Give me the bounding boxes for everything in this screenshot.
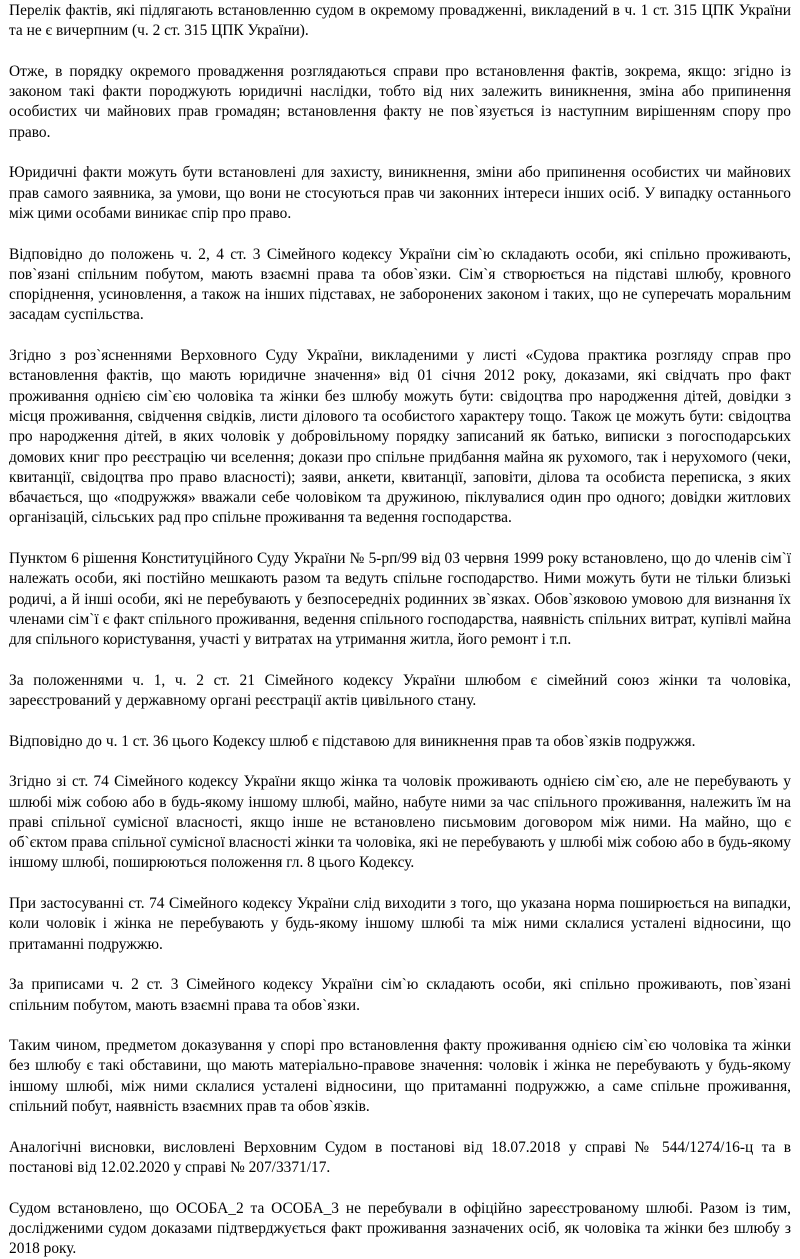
paragraph-court-established: Судом встановлено, що ОСОБА_2 та ОСОБА_3 не перебували в офіційно зареєстрованому шлюбі. Разом із тим, дослідженими судом доказами підтверджується факт проживання зазначених осіб, як чоловіка та жінки без шлюбу з 2018 року.	[9, 1199, 791, 1258]
paragraph-family-code-art-36: Відповідно до ч. 1 ст. 36 цього Кодексу шлюб є підставою для виникнення прав та обов`язків подружжя.	[9, 732, 696, 750]
paragraph-list-of-facts: Перелік фактів, які підлягають встановленню судом в окремому провадженні, викладений в ч. 1 ст. 315 ЦПК України та не є вичерпним (ч. 2 ст. 315 ЦПК України).	[9, 2, 791, 40]
paragraph-family-code-art-74: Згідно зі ст. 74 Сімейного кодексу України якщо жінка та чоловік проживають однією сім`єю, але не перебувають у шлюбі між собою або в будь-якому іншому шлюбі, майно, набуте ними за час спільного проживання, належить їм на праві спільної сумісної власності, якщо інше не встановлено письмовим договором між ними. На майно, що є об`єктом права спільної сумісної власності жінки та чоловіка, які не перебувають у шлюбі між собою або в будь-якому іншому шлюбі, поширюються положення гл. 8 цього Кодексу.	[9, 773, 791, 872]
paragraph-family-code-art-3: Відповідно до положень ч. 2, 4 ст. 3 Сімейного кодексу України сім`ю складають особи, які спільно проживають, пов`язані спільним побутом, мають взаємні права та обов`язки. Сім`я створюється на підставі шлюбу, кровного споріднення, усиновлення, а також на інших підставах, не заборонених законом і таких, що не суперечать моральним засадам суспільства.	[9, 245, 791, 324]
paragraph-legal-facts: Юридичні факти можуть бути встановлені для захисту, виникнення, зміни або припинення особистих чи майнових прав самого заявника, за умови, що вони не стосуються прав чи законних інтереси інших осіб. У випадку останнього між цими особами виникає спір про право.	[9, 164, 791, 222]
paragraph-subject-of-proof: Таким чином, предметом доказування у спорі про встановлення факту проживання однією сім`єю чоловіка та жінки без шлюбу є такі обставини, що мають матеріально-правове значення: чоловік і жінка не перебувають у будь-якому іншому шлюбі, між ними склалися усталені відносини, що притаманні подружжю, а саме спільне проживання, спільний побут, наявність взаємних прав та обов`язків.	[9, 1037, 791, 1116]
paragraph-supreme-court-clarifications: Згідно з роз`ясненнями Верховного Суду України, викладеними у листі «Судова практика розгляду справ про встановлення фактів, що мають юридичне значення» від 01 січня 2012 року, доказами, які свідчать про факт проживання однією сім`єю чоловіка та жінки без шлюбу можуть бути: свідоцтва про народження дітей, довідки з місця проживання, свідчення свідків, листи ділового та особистого характеру тощо. Також це можуть бути: свідоцтва про народження дітей, в яких чоловік у добровільному порядку записаний як батько, виписки з погосподарських домових книг про реєстрацію чи вселення; докази про спільне придбання майна як рухомого, так і нерухомого (чеки, квитанції, свідоцтва про право власності); заяви, анкети, квитанції, заповіти, ділова та особиста переписка, з яких вбачається, що «подружжя» вважали себе чоловіком та дружиною, піклувалися один про одного; довідки житлових організацій, сільських рад про спільне проживання та ведення господарства.	[9, 347, 791, 527]
paragraph-family-code-art-3-part-2: За приписами ч. 2 ст. 3 Сімейного кодексу України сім`ю складають особи, які спільно проживають, пов`язані спільним побутом, мають взаємні права та обов`язки.	[9, 976, 791, 1014]
paragraph-special-proceedings: Отже, в порядку окремого провадження розглядаються справи про встановлення фактів, зокрема, якщо: згідно із законом такі факти породжують юридичні наслідки, тобто від них залежить виникнення, зміна або припинення особистих чи майнових прав громадян; встановлення факту не пов`язується із наступним вирішенням спору про право.	[9, 62, 791, 141]
paragraph-family-code-art-21: За положеннями ч. 1, ч. 2 ст. 21 Сімейного кодексу України шлюбом є сімейний союз жінки та чоловіка, зареєстрований у державному органі реєстрації актів цивільного стану.	[9, 671, 791, 710]
paragraph-similar-conclusions: Аналогічні висновки, висловлені Верховним Судом в постанові від 18.07.2018 у справі № 544/1274/16-ц та в постанові від 12.02.2020 у справі № 207/3371/17.	[9, 1138, 791, 1176]
paragraph-art-74-application: При застосуванні ст. 74 Сімейного кодексу України слід виходити з того, що указана норма поширюється на випадки, коли чоловік і жінка не перебувають у будь-якому іншому шлюбі та між ними склалися усталені відносини, що притаманні подружжю.	[9, 895, 791, 953]
paragraph-constitutional-court-decision: Пунктом 6 рішення Конституційного Суду України № 5-рп/99 від 03 червня 1999 року встановлено, що до членів сім`ї належать особи, які постійно мешкають разом та ведуть спільне господарство. Ними можуть бути не тільки близькі родичі, а й інші особи, які не перебувають у безпосередніх родинних зв`язках. Обов`язковою умовою для визнання їх членами сім`ї є факт спільного проживання, ведення спільного господарства, наявність спільних витрат, купівлі майна для спільного користування, участі у витратах на утримання житла, його ремонт і т.п.	[9, 550, 791, 649]
